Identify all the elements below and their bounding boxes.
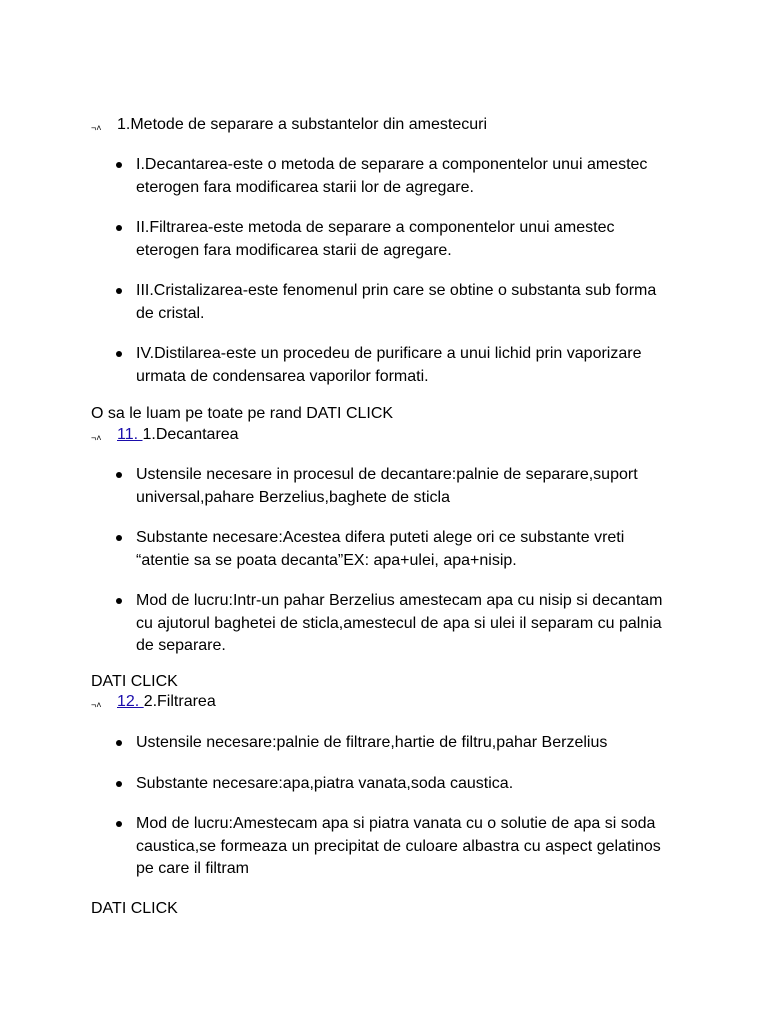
section-title: 1.Decantarea xyxy=(142,426,239,443)
list-marker-icon: ¬˄ xyxy=(91,700,102,710)
list-item: III.Cristalizarea-este fenomenul prin care se obtine o substanta sub forma de cristal. xyxy=(0,280,676,325)
list-item: IV.Distilarea-este un procedeu de purificare a unui lichid prin vaporizare urmata de condensarea vaporilor formati. xyxy=(0,343,676,388)
section-title: 1.Metode de separare a substantelor din amestecuri xyxy=(117,116,487,133)
list-item: Ustensile necesare:palnie de filtrare,hartie de filtru,pahar Berzelius xyxy=(0,732,676,755)
methods-list xyxy=(0,154,768,388)
list-item: II.Filtrarea-este metoda de separare a componentelor unui amestec eterogen fara modificarea starii de agregare. xyxy=(0,217,676,262)
section-heading-decantarea xyxy=(91,425,239,446)
decantarea-list xyxy=(0,464,768,658)
click-text: DATI CLICK xyxy=(91,900,178,917)
link-12[interactable]: 12. xyxy=(117,693,144,710)
link-11[interactable]: 11. xyxy=(117,426,143,443)
click-text: DATI CLICK xyxy=(91,673,178,690)
filtrarea-list xyxy=(0,732,768,881)
list-marker-icon: ¬˄ xyxy=(91,433,102,443)
list-item: Ustensile necesare in procesul de decantare:palnie de separare,suport universal,pahare Berzelius,baghete de sticla xyxy=(0,464,676,509)
list-marker-icon: ¬˄ xyxy=(91,123,102,133)
section-heading-filtrarea xyxy=(91,692,216,713)
list-item: Substante necesare:apa,piatra vanata,soda caustica. xyxy=(0,773,676,796)
section-heading-metode xyxy=(91,115,487,136)
list-item: Mod de lucru:Amestecam apa si piatra vanata cu o solutie de apa si soda caustica,se formeaza un precipitat de culoare albastra cu aspect gelatinos pe care il filtram xyxy=(0,813,676,881)
section-title: 2.Filtrarea xyxy=(143,693,216,710)
list-item: Mod de lucru:Intr-un pahar Berzelius amestecam apa cu nisip si decantam cu ajutorul baghetei de sticla,amestecul de apa si ulei il separam cu palnia de separare. xyxy=(0,590,676,658)
list-item: Substante necesare:Acestea difera puteti alege ori ce substante vreti “atentie sa se poata decanta”EX: apa+ulei, apa+nisip. xyxy=(0,527,676,572)
list-item: I.Decantarea-este o metoda de separare a componentelor unui amestec eterogen fara modificarea starii lor de agregare. xyxy=(0,154,676,199)
intro-text: O sa le luam pe toate pe rand DATI CLICK xyxy=(91,405,394,422)
